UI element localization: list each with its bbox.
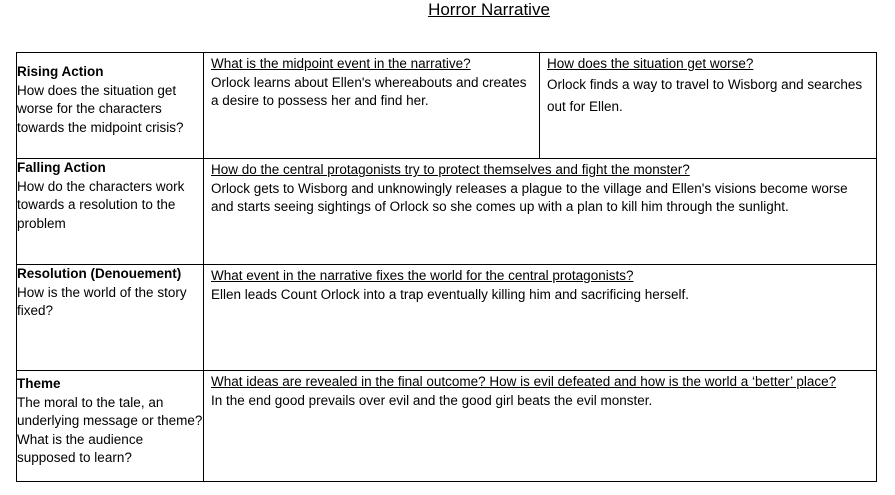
cell-question: How does the situation get worse? [547,56,754,71]
page-title: Horror Narrative [428,0,550,19]
content-cell [540,53,877,159]
row-label: Resolution (Denouement) [17,266,182,281]
cell-answer: In the end good prevails over evil and the good girl beats the evil monster. [211,392,653,408]
row-label: Theme [17,376,61,391]
row-description: The moral to the tale, an underlying message or theme? [17,394,203,428]
row-description: How is the world of the story fixed? [17,284,187,318]
content-cell [204,159,877,265]
content-cell [204,265,877,371]
cell-question: What event in the narrative fixes the world for the central protagonists? [211,268,634,283]
cell-question: What ideas are revealed in the final outcome? How is evil defeated and how is the world a ‘better’ place? [211,374,837,389]
row-label: Falling Action [17,160,106,175]
cell-question: What is the midpoint event in the narrative? [211,56,471,71]
cell-question: How do the central protagonists try to protect themselves and fight the monster? [211,162,690,177]
row-description: How does the situation get worse for the characters towards the midpoint crisis? [17,82,184,135]
table-row-theme [17,371,877,482]
cell-answer: Orlock finds a way to travel to Wisborg and searches out for Ellen. [547,76,863,114]
row-label: Rising Action [17,64,104,79]
table-row-rising-action [17,53,877,159]
row-label-cell [17,371,204,482]
cell-answer: Orlock learns about Ellen's whereabouts and creates a desire to possess her and find her. [211,74,527,108]
row-description: How do the characters work towards a resolution to the problem [17,178,185,231]
table-row-resolution [17,265,877,371]
row-label-cell [17,53,204,159]
cell-answer: Ellen leads Count Orlock into a trap eventually killing him and sacrificing herself. [211,286,689,302]
table-row-falling-action [17,159,877,265]
row-label-cell [17,265,204,371]
content-cell [204,371,877,482]
narrative-table [16,52,877,482]
content-cell [204,53,540,159]
row-label-cell [17,159,204,265]
row-description-secondary: What is the audience supposed to learn? [17,431,144,465]
cell-answer: Orlock gets to Wisborg and unknowingly releases a plague to the village and Ellen's visions become worse and starts seeing sightings of Orlock so she comes up with a plan to kill him through the sunlight. [211,180,848,214]
